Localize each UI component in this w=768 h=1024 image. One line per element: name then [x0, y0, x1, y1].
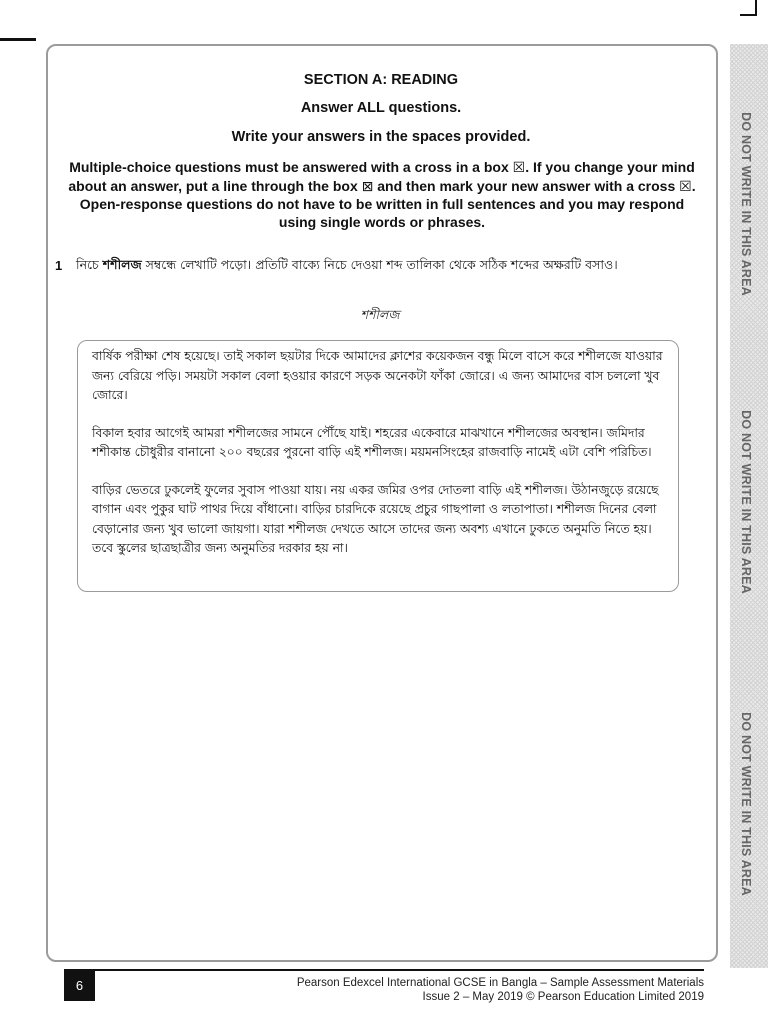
passage-paragraph: বার্ষিক পরীক্ষা শেষ হয়েছে। তাই সকাল ছয়টার দিকে আমাদের ক্লাশের কয়েকজন বন্ধু মিলে বাসে করে শশীলজে যাওয়ার জন্য বেরিয়ে পড়ি। সময়টা সকাল বেলা হওয়ার কারণে সড়ক অনেকটা ফাঁকা জোরে। এ জন্য আমাদের বাস চললো খুব জোরে। [92, 349, 663, 402]
footer-line-2: Issue 2 – May 2019 © Pearson Education Limited 2019 [422, 991, 704, 1003]
passage-title: শশীলজ [360, 307, 400, 322]
multiple-choice-instructions [60, 159, 704, 231]
margin-warning-3: DO NOT WRITE IN THIS AREA [739, 712, 753, 896]
instruction-text-1: Multiple-choice questions must be answered with a cross in a box [69, 159, 513, 175]
margin-warning-1: DO NOT WRITE IN THIS AREA [739, 112, 753, 296]
instruction-text-4: . Open-response questions do not have to be written in full sentences and you may respond using single words or phrases. [79, 177, 696, 230]
instruction-text-3: and then mark your new answer with a cross [373, 177, 680, 194]
struck-box-icon: ⊠ [361, 178, 374, 195]
footer-line-1: Pearson Edexcel International GCSE in Bangla – Sample Assessment Materials [296, 977, 704, 989]
cross-box-icon: ☒ [679, 178, 692, 195]
cross-box-icon: ☒ [512, 160, 526, 176]
reading-passage-box [77, 340, 679, 592]
crop-mark-top-left [0, 38, 36, 41]
passage-paragraph: বাড়ির ভেতরে ঢুকলেই ফুলের সুবাস পাওয়া যায়। নয় একর জমির ওপর দোতলা বাড়ি এই শশীলজ। উঠানজুড়ে রয়েছে বাগান এবং পুকুর ঘাট পাথর দিয়ে বাঁধানো। বাড়ির চারদিকে রয়েছে প্রচুর গাছপালা ও লতাপাতা। শশীলজ দিনের বেলা বেড়ানোর জন্য খুব ভালো জায়গা। যারা শশীলজ দেখতে আসে তাদের জন্য অবশ্য এখানে ঢুকতে অনুমতি নিতে হয়। তবে স্কুলের ছাত্রছাত্রীর জন্য অনুমতির দরকার হয় না। [92, 482, 659, 555]
passage-paragraph: বিকাল হবার আগেই আমরা শশীলজের সামনে পৌঁছে যাই। শহরের একেবারে মাঝখানে শশীলজের অবস্থান। জমিদার শশীকান্ত চৌধুরীর বানানো ২০০ বছরের পুরনো বাড়ি এই শশীলজ। ময়মনসিংহের রাজবাড়ি নামেই এটা বেশি পরিচিত। [92, 425, 652, 459]
instruction-text-2: . If you change your mind about an answer, put a line through the box [68, 159, 695, 194]
section-title: SECTION A: READING [303, 72, 459, 88]
crop-mark-top-right-horizontal [740, 14, 757, 16]
question-number: 1 [55, 258, 63, 273]
answer-all-instruction: Answer ALL questions. [300, 100, 462, 116]
page-number: 6 [64, 971, 95, 1001]
question-keyword: শশীলজ [102, 257, 142, 272]
margin-warning-2: DO NOT WRITE IN THIS AREA [739, 410, 753, 594]
question-text-start: নিচে [76, 257, 103, 272]
write-answers-instruction: Write your answers in the spaces provided. [231, 129, 531, 145]
footer-credits [297, 976, 704, 1004]
footer-rule [64, 969, 704, 971]
question-prompt [76, 255, 636, 275]
question-text-end: সম্বন্ধে লেখাটি পড়ো। প্রতিটি বাক্যে নিচে দেওয়া শব্দ তালিকা থেকে সঠিক শব্দের অক্ষরটি বসাও। [141, 257, 618, 272]
